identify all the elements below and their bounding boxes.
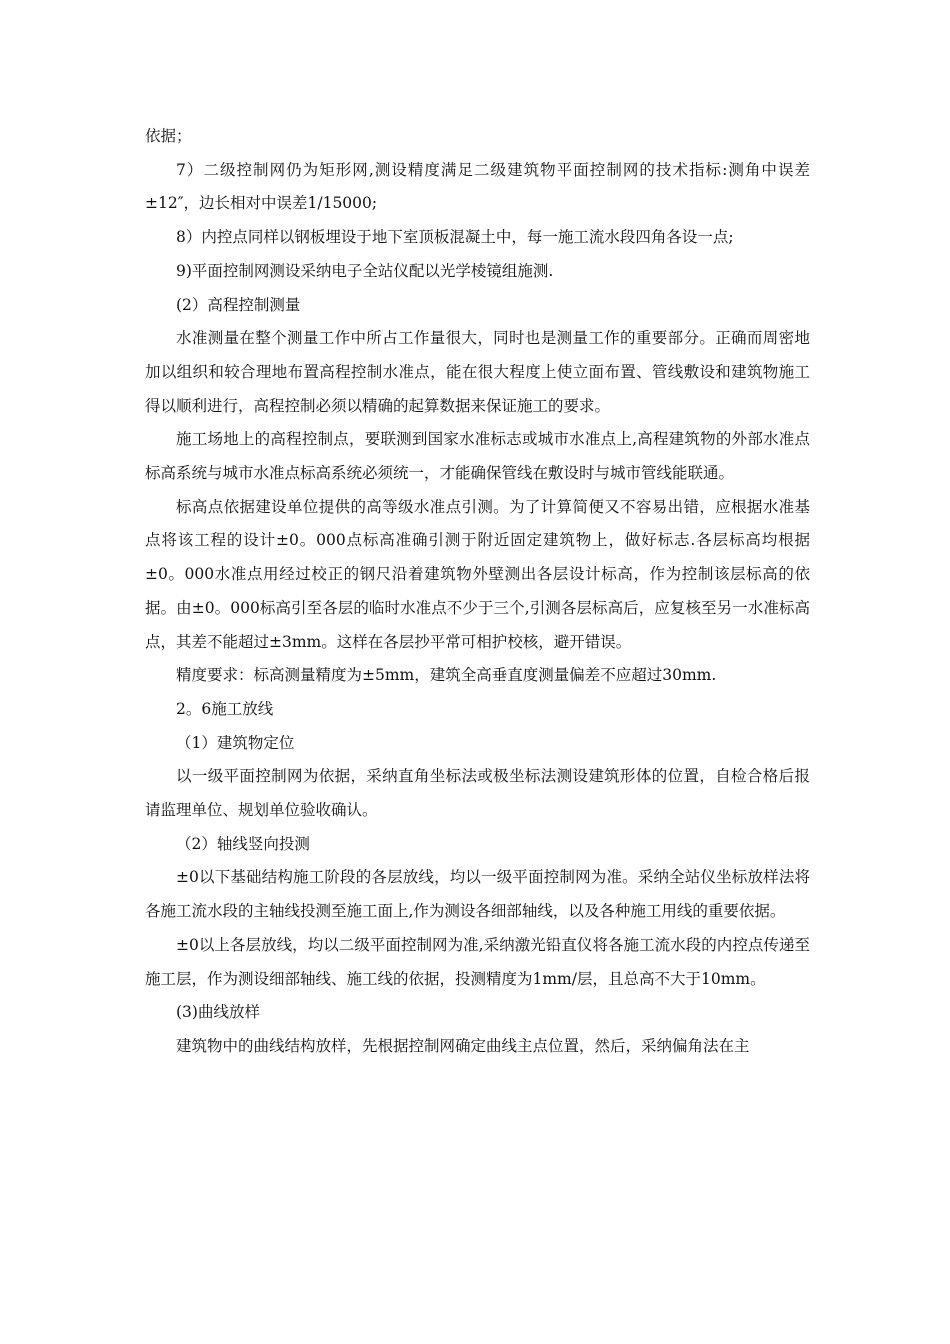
section-heading-elevation-control: (2）高程控制测量 [176, 295, 301, 314]
paragraph-item-8: 8）内控点同样以钢板埋设于地下室顶板混凝土中，每一施工流水段四角各设一点; [176, 228, 734, 247]
paragraph-precision-requirements: 精度要求：标高测量精度为±5mm，建筑全高垂直度测量偏差不应超过30mm. [176, 666, 717, 685]
paragraph-item-9: 9)平面控制网测设采纳电子全站仪配以光学棱镜组施测. [176, 261, 554, 280]
paragraph-elevation-control-points: 施工场地上的高程控制点，要联测到国家水准标志或城市水准点上,高程建筑物的外部水准点标高系统与城市水准点标高系统必须统一，才能确保管线在敷设时与城市管线能联通。 [145, 430, 810, 483]
paragraph-below-zero-layout: ±0以下基础结构施工阶段的各层放线，均以一级平面控制网为准。采纳全站仪坐标放样法将各施工流水段的主轴线投测至施工面上,作为测设各细部轴线，以及各种施工用线的重要依据。 [145, 868, 810, 921]
paragraph-item-7: 7）二级控制网仍为矩形网,测设精度满足二级建筑物平面控制网的技术指标:测角中误差±12″，边长相对中误差1/15000; [145, 160, 810, 213]
subsection-heading-axis-projection: （2）轴线竖向投测 [176, 834, 310, 853]
paragraph-elevation-benchmark: 标高点依据建设单位提供的高等级水准点引测。为了计算简便又不容易出错，应根据水准基点将该工程的设计±0。000点标高准确引测于附近固定建筑物上，做好标志.各层标高均根据±0。000水准点用经过校正的钢尺沿着建筑物外壁测出各层设计标高，作为控制该层标高的依据。由±0。000标高引至各层的临时水准点不少于三个,引测各层标高后，应复核至另一水准标高点，其差不能超过±3mm。这样在各层抄平常可相护校核，避开错误。 [145, 497, 810, 651]
document-body [145, 120, 810, 1064]
paragraph-building-positioning: 以一级平面控制网为依据，采纳直角坐标法或极坐标法测设建筑形体的位置，自检合格后报请监理单位、规划单位验收确认。 [145, 767, 810, 820]
paragraph-curve-layout: 建筑物中的曲线结构放样，先根据控制网确定曲线主点位置，然后，采纳偏角法在主 [176, 1036, 750, 1055]
subsection-heading-curve-layout: (3)曲线放样 [176, 1003, 260, 1022]
subsection-heading-building-positioning: （1）建筑物定位 [176, 733, 295, 752]
paragraph-above-zero-layout: ±0以上各层放线，均以二级平面控制网为准,采纳激光铅直仪将各施工流水段的内控点传递至施工层，作为测设细部轴线、施工线的依据，投测精度为1mm/层，且总高不大于10mm。 [145, 935, 810, 988]
paragraph-continuation: 依据； [145, 127, 192, 145]
section-heading-construction-layout: 2。6施工放线 [176, 699, 274, 718]
paragraph-leveling-survey: 水准测量在整个测量工作中所占工作量很大，同时也是测量工作的重要部分。正确而周密地加以组织和较合理地布置高程控制水准点，能在很大程度上使立面布置、管线敷设和建筑物施工得以顺利进行，高程控制必须以精确的起算数据来保证施工的要求。 [145, 329, 810, 415]
